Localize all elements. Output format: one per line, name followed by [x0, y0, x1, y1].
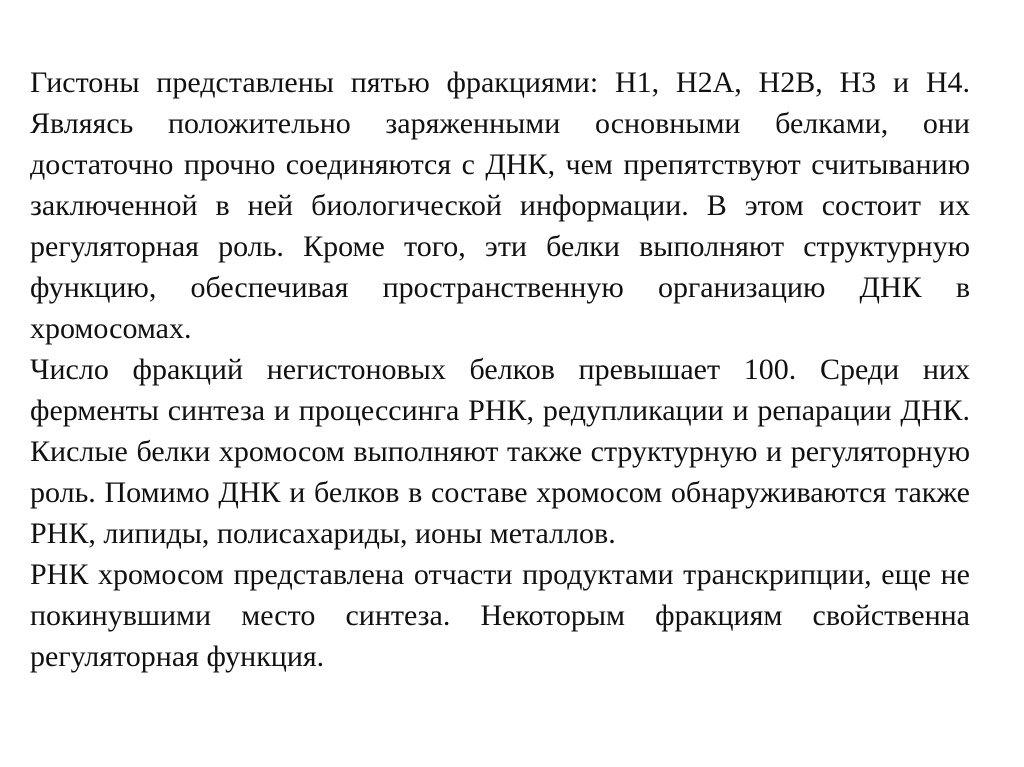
paragraph-histones: Гистоны представлены пятью фракциями: H1, H2A, H2B, H3 и H4. Являясь положительно заряженными основными белками, они достаточно прочно соединяются с ДНК, чем препятствуют считыванию заключенной в ней биологической информации. В этом состоит их регуляторная роль. Кроме того, эти белки выполняют структурную функцию, обеспечивая пространственную организацию ДНК в хромосомах. [30, 66, 970, 345]
slide-text-body [30, 62, 970, 742]
paragraph-chromosome-rna: РНК хромосом представлена отчасти продуктами транскрипции, еще не покинувшими место синтеза. Некоторым фракциям свойственна регуляторная функция. [30, 558, 970, 673]
paragraph-nonhistone-proteins: Число фракций негистоновых белков превышает 100. Среди них ферменты синтеза и процессинга РНК, редупликации и репарации ДНК. Кислые белки хромосом выполняют также структурную и регуляторную роль. Помимо ДНК и белков в составе хромосом обнаруживаются также РНК, липиды, полисахариды, ионы металлов. [30, 353, 970, 550]
